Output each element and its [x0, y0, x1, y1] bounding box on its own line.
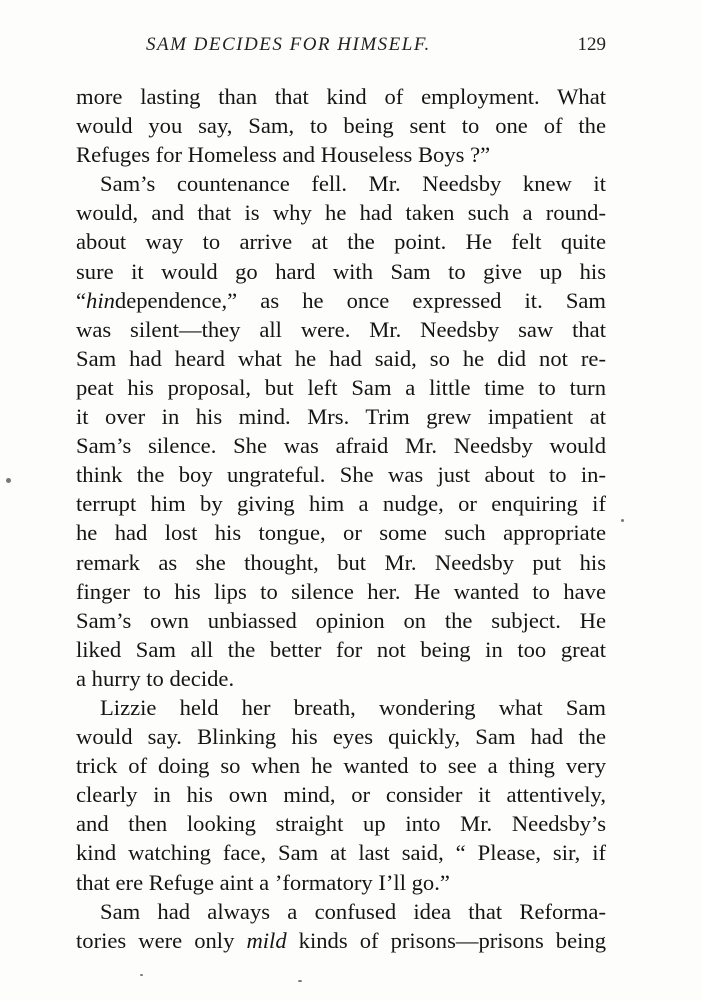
text-run: “ [76, 287, 87, 313]
text-line: a hurry to decide. [76, 665, 235, 691]
text-line: think the boy ungrateful. She was just about to in- [76, 462, 606, 488]
text-run: dependence,” as he once expressed it. Sam [114, 287, 606, 313]
text-line: would you say, Sam, to being sent to one of the [76, 113, 606, 139]
print-speck [140, 974, 143, 976]
text-line: would say. Blinking his eyes quickly, Sam had the [76, 724, 606, 750]
text-line: liked Sam all the better for not being in too great [76, 636, 606, 662]
text-line: more lasting than that kind of employment. What [76, 84, 606, 109]
text-line: he had lost his tongue, or some such appropriate [76, 520, 606, 546]
text-line: and then looking straight up into Mr. Needsby’s [76, 811, 606, 837]
italic-word: mild [246, 927, 287, 953]
text-line: Lizzie held her breath, wondering what Sam [100, 694, 606, 720]
text-line: Sam’s silence. She was afraid Mr. Needsby would [76, 433, 606, 459]
page-number: 129 [577, 34, 606, 55]
text-line [76, 926, 606, 955]
text-line: clearly in his own mind, or consider it attentively, [76, 782, 606, 808]
text-line: trick of doing so when he wanted to see a thing very [76, 753, 606, 779]
italic-word: hin [86, 287, 115, 313]
text-line: Refuges for Homeless and Houseless Boys ?” [76, 142, 491, 168]
text-run: tories were only [76, 927, 247, 953]
text-line: Sam had heard what he had said, so he did not re- [76, 345, 606, 371]
text-line: Sam’s own unbiassed opinion on the subject. He [76, 607, 606, 633]
text-line: finger to his lips to silence her. He wanted to have [76, 578, 606, 604]
text-run: kinds of prisons—prisons being [286, 927, 606, 953]
text-line: Sam’s countenance fell. Mr. Needsby knew it [100, 171, 606, 197]
text-line: remark as she thought, but Mr. Needsby put his [76, 549, 606, 575]
text-line [76, 286, 606, 315]
text-line: terrupt him by giving him a nudge, or enquiring if [76, 491, 606, 517]
body-text [76, 82, 606, 955]
text-line: Sam had always a confused idea that Reforma- [100, 898, 606, 924]
text-line: that ere Refuge aint a ’formatory I’ll go.” [76, 869, 450, 895]
print-speck [621, 519, 624, 522]
print-speck [298, 980, 302, 982]
text-line: kind watching face, Sam at last said, “ Please, sir, if [76, 840, 606, 866]
text-line: about way to arrive at the point. He felt quite [76, 229, 606, 255]
running-title: SAM DECIDES FOR HIMSELF. [146, 34, 431, 55]
text-line: peat his proposal, but left Sam a little time to turn [76, 374, 606, 400]
running-head [76, 34, 606, 60]
text-line: it over in his mind. Mrs. Trim grew impatient at [76, 404, 606, 430]
text-line: was silent—they all were. Mr. Needsby saw that [76, 316, 606, 342]
text-line: sure it would go hard with Sam to give up his [76, 258, 606, 284]
print-speck [6, 478, 11, 483]
text-line: would, and that is why he had taken such a round- [76, 200, 606, 226]
